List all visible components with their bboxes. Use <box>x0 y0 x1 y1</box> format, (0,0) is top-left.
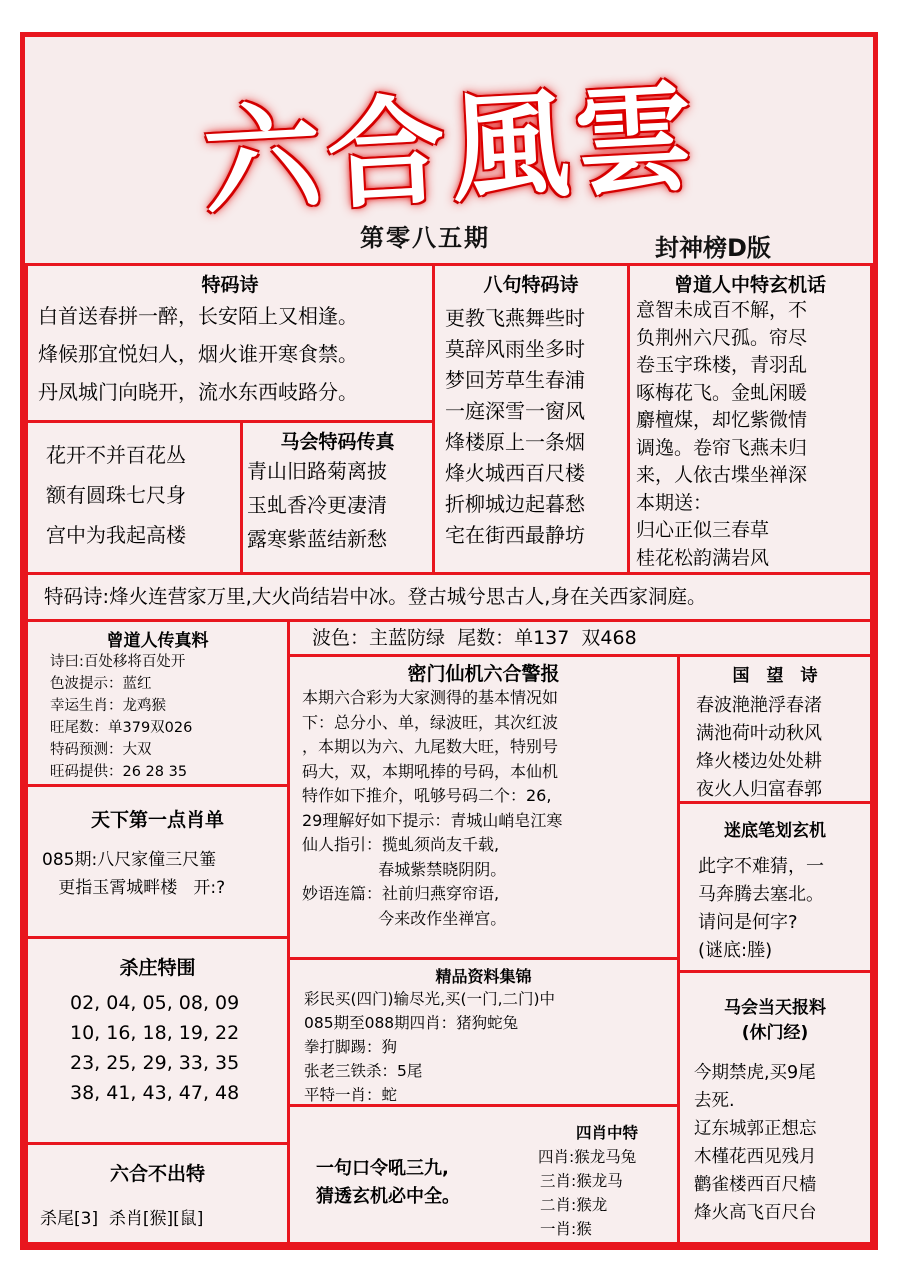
buchu-text: 杀尾[3] 杀肖[猴][鼠] <box>40 1209 204 1229</box>
guowang-line: 春波滟滟浮春渚 <box>696 695 822 716</box>
poem-1-line: 烽候那宜悦妇人，烟火谁开寒食禁。 <box>38 342 358 366</box>
kouling-line: 一句口令吼三九, <box>316 1158 449 1179</box>
poem-3-title: 曾道人中特玄机话 <box>673 274 826 296</box>
tianxia-box <box>25 784 290 939</box>
shazhuang-box <box>25 936 290 1145</box>
flower-poem-box <box>25 420 243 575</box>
poem-1-line: 丹凤城门向晓开，流水东西岐路分。 <box>38 380 358 404</box>
mahui2-line: 鹳雀楼西百尺樯 <box>694 1175 817 1195</box>
guowang-title: 国 望 诗 <box>732 666 818 686</box>
secret-line: 今来改作坐禅宫。 <box>302 908 507 928</box>
sixiao-line: 二肖:猴龙 <box>540 1196 608 1214</box>
poem-box-2 <box>432 263 630 575</box>
mahui-line: 露寒紫蓝结新愁 <box>247 527 387 551</box>
zeng-line: 旺码提供：26 28 35 <box>50 764 188 780</box>
shazhuang-row: 10, 16, 18, 19, 22 <box>70 1022 240 1044</box>
mahui2-line: 烽火高飞百尺台 <box>694 1203 817 1223</box>
issue-number: 第零八五期 <box>360 224 490 252</box>
midi-title: 迷底笔划玄机 <box>724 821 826 841</box>
kouling-box <box>287 1104 680 1245</box>
shazhuang-title: 杀庄特围 <box>119 957 196 979</box>
jingpin-line: 085期至088期四肖：猪狗蛇兔 <box>304 1014 519 1032</box>
flower-poem-line: 额有圆珠七尺身 <box>46 483 186 507</box>
flower-poem-line: 宫中为我起高楼 <box>46 523 186 547</box>
poem-3-line: 桂花松韵满岩风 <box>636 546 770 569</box>
mahui2-line: 木槿花西见残月 <box>694 1147 817 1167</box>
poem-2-line: 莫辞风雨坐多时 <box>445 337 585 361</box>
mahui-line: 玉虬香冷更凄清 <box>247 493 387 517</box>
secret-line: 仙人指引：揽虬须尚友千载, <box>302 835 500 854</box>
jingpin-box <box>287 957 680 1107</box>
guowang-line: 满池荷叶动秋风 <box>696 723 822 744</box>
poem-3-line: 本期送： <box>636 491 713 514</box>
poem-2-line: 烽楼原上一条烟 <box>445 430 585 454</box>
poem-3-line: 麝檀煤，却忆紫微情 <box>636 409 808 431</box>
guowang-box <box>677 654 873 804</box>
poem-3-line: 卷玉宇珠楼，青羽乱 <box>636 354 808 376</box>
poem-3-line: 来，人依古堞坐禅深 <box>636 464 808 486</box>
poem-1-line: 白首送春拼一醉，长安陌上又相逢。 <box>38 304 358 328</box>
poem-3-line: 负荆州六尺孤。帘尽 <box>636 326 808 349</box>
shazhuang-row: 23, 25, 29, 33, 35 <box>70 1052 240 1074</box>
mahui2-box <box>677 970 873 1245</box>
poem-2-line: 更教飞燕舞些时 <box>445 306 585 330</box>
zeng-title: 曾道人传真料 <box>106 631 209 651</box>
jingpin-line: 张老三铁杀：5尾 <box>304 1062 423 1080</box>
wave-box <box>287 619 873 657</box>
secret-line: 特作如下推介，吼够号码二个：26, <box>302 786 552 805</box>
poem-box-3 <box>627 263 873 575</box>
zeng-line: 幸运生肖：龙鸡猴 <box>50 698 166 714</box>
secret-line: ，本期以为六、九尾数大旺，特别号 <box>302 737 559 756</box>
secret-line: 本期六合彩为大家测得的基本情况如 <box>302 688 559 707</box>
poem-2-line: 折柳城边起暮愁 <box>445 492 585 516</box>
secret-line: 29理解好如下提示：青城山峭皂江寒 <box>302 810 563 830</box>
mahui2-line: 辽东城郭正想忘 <box>694 1119 817 1139</box>
zeng-box <box>25 619 290 787</box>
jingpin-line: 平特一肖：蛇 <box>304 1086 398 1104</box>
shazhuang-row: 02, 04, 05, 08, 09 <box>70 992 240 1014</box>
secret-title: 密门仙机六合警报 <box>407 663 560 685</box>
guowang-line: 夜火人归富春郭 <box>696 779 822 800</box>
buchu-box <box>25 1142 290 1245</box>
midi-line: (谜底:塍) <box>698 940 773 961</box>
secret-line: 码大，双，本期吼捧的号码，本仙机 <box>302 761 559 781</box>
edition-label: 封神榜D版 <box>655 234 771 262</box>
secret-box <box>287 654 680 960</box>
zeng-line: 特码预测：大双 <box>50 742 152 758</box>
buchu-title: 六合不出特 <box>109 1163 205 1185</box>
jingpin-title: 精品资料集锦 <box>435 967 532 986</box>
kouling-line: 猜透玄机必中全。 <box>316 1186 460 1207</box>
flower-poem-line: 花开不并百花丛 <box>46 443 186 467</box>
zeng-line: 色波提示：蓝红 <box>50 676 152 692</box>
poem-2-line: 梦回芳草生春浦 <box>445 368 585 392</box>
wave-text: 波色：主蓝防绿 尾数：单137 双468 <box>312 627 637 649</box>
mahui2-line: 去死. <box>694 1091 735 1111</box>
mahui2-subtitle: (休门经) <box>741 1023 809 1043</box>
poem-2-line: 宅在街西最静坊 <box>445 523 585 547</box>
sixiao-line: 四肖:猴龙马兔 <box>538 1148 637 1166</box>
sixiao-title: 四肖中特 <box>576 1124 639 1142</box>
mahui-box <box>240 420 435 575</box>
sixiao-line: 一肖:猴 <box>540 1220 592 1238</box>
mahui2-line: 今期禁虎,买9尾 <box>694 1063 816 1083</box>
guowang-line: 烽火楼边处处耕 <box>696 751 822 772</box>
secret-line: 春城紫禁晓阴阴。 <box>302 859 507 879</box>
zeng-line: 诗曰:百处移将百处开 <box>50 654 186 670</box>
poem-3-line: 归心正似三春草 <box>636 519 770 541</box>
zeng-line: 旺尾数：单379双026 <box>50 720 193 736</box>
mahui-title: 马会特码传真 <box>280 431 395 453</box>
secret-line: 下：总分小、单，绿波旺，其次红波 <box>302 712 559 732</box>
mahui-line: 青山旧路菊离披 <box>247 459 387 483</box>
tianxia-line: 更指玉霄城畔楼 开:? <box>42 878 226 898</box>
poem-2-line: 烽火城西百尺楼 <box>445 461 585 485</box>
poem-2-title: 八句特码诗 <box>483 274 579 296</box>
midi-line: 此字不难猜，一 <box>698 856 824 877</box>
tianxia-title: 天下第一点肖单 <box>90 809 224 831</box>
tianxia-line: 085期:八尺家僮三尺箠 <box>42 850 217 870</box>
poem-box-1 <box>25 263 435 423</box>
poem-2-line: 一庭深雪一窗风 <box>445 399 585 423</box>
shazhuang-row: 38, 41, 43, 47, 48 <box>70 1082 240 1104</box>
midi-line: 请问是何字? <box>698 912 798 933</box>
strip-box <box>25 572 873 622</box>
secret-line: 妙语连篇：社前归燕穿帘语, <box>302 884 500 903</box>
poem-1-title: 特码诗 <box>201 274 259 296</box>
jingpin-line: 拳打脚踢：狗 <box>304 1038 398 1056</box>
midi-box <box>677 801 873 973</box>
poem-3-line: 调逸。卷帘飞燕未归 <box>636 436 808 459</box>
jingpin-line: 彩民买(四门)输尽光,买(一门,二门)中 <box>304 990 556 1008</box>
masthead-title: 六合風雲 <box>199 67 703 232</box>
strip-text: 特码诗:烽火连营家万里,大火尚结岩中冰。登古城兮思古人,身在关西家洞庭。 <box>44 585 707 608</box>
poem-3-line: 啄梅花飞。金虬闲暖 <box>636 381 808 404</box>
midi-line: 马奔腾去塞北。 <box>698 884 824 905</box>
sixiao-line: 三肖:猴龙马 <box>540 1172 623 1190</box>
mahui2-title: 马会当天报料 <box>724 998 826 1018</box>
poem-3-line: 意智未成百不解，不 <box>636 299 808 321</box>
